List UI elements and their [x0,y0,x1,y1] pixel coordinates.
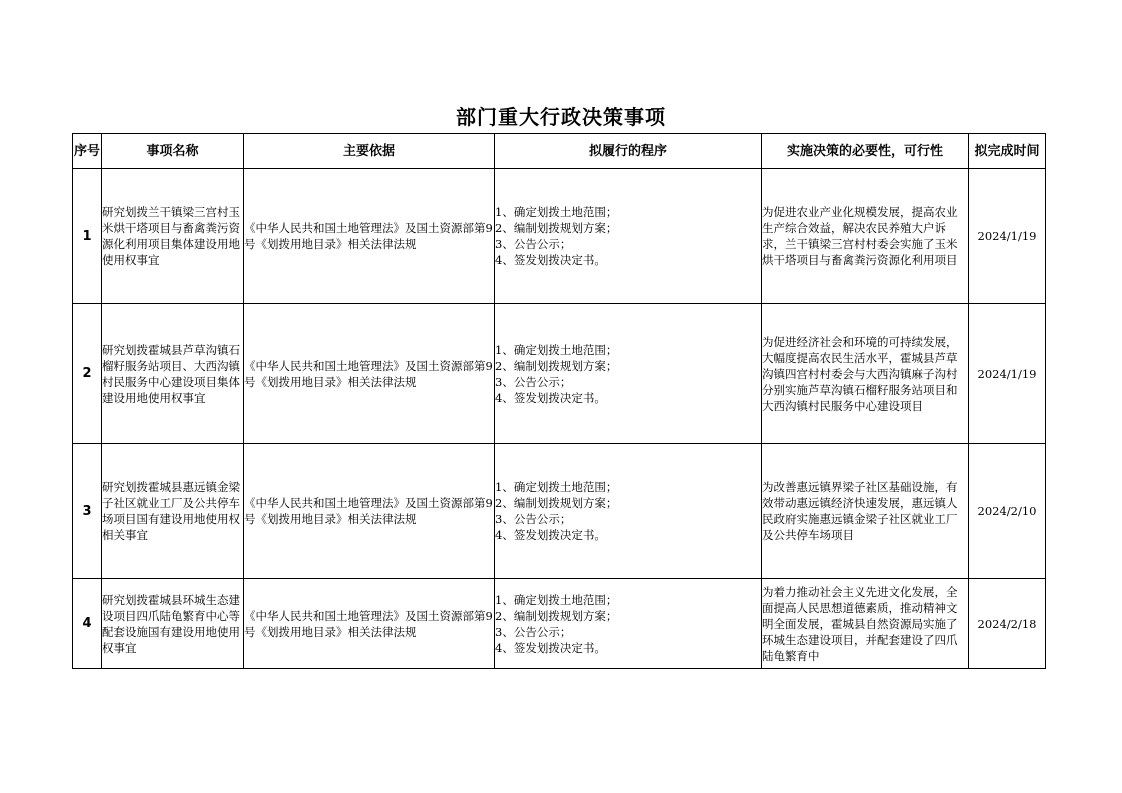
row-necessity-text: 为着力推动社会主义先进文化发展，全面提高人民思想道德素质，推动精神文明全面发展，霍城县自然资源局实施了环城生态建设项目，并配套建设了四爪陆龟繁育中 [762,584,958,663]
row-date: 2024/1/19 [969,169,1046,304]
procedure-step: 3、公告公示； [495,512,572,526]
row-necessity: 为促进农业产业化规模发展，提高农业生产综合效益，解决农民养殖大户诉求，兰干镇梁三宫村村委会实施了玉米烘干塔项目与畜禽粪污资源化利用项目 [762,169,969,304]
table-row [73,169,1046,304]
header-date: 拟完成时间 [969,134,1046,169]
row-name: 研究划拨霍城县芦草沟镇石榴籽服务站项目、大西沟镇村民服务中心建设项目集体建设用地使用权事宜 [102,304,244,444]
row-basis: 《中华人民共和国土地管理法》及国土资源部第9号《划拨用地目录》相关法律法规 [244,444,495,579]
row-necessity: 为促进经济社会和环境的可持续发展，大幅度提高农民生活水平，霍城县芦草沟镇四宫村村委会与大西沟镇麻子沟村分别实施芦草沟镇石榴籽服务站项目和大西沟镇村民服务中心建设项目 [762,304,969,444]
row-date: 2024/1/19 [969,304,1046,444]
header-necessity: 实施决策的必要性，可行性 [762,134,969,169]
table-row [73,579,1046,669]
procedure-step: 1、确定划拨土地范围； [495,205,618,219]
header-seq: 序号 [73,134,102,169]
row-name: 研究划拨霍城县环城生态建设项目四爪陆龟繁育中心等配套设施国有建设用地使用权事宜 [102,579,244,669]
row-date: 2024/2/10 [969,444,1046,579]
row-procedure [495,169,762,304]
page-title: 部门重大行政决策事项 [456,105,666,129]
row-basis: 《中华人民共和国土地管理法》及国土资源部第9号《划拨用地目录》相关法律法规 [244,304,495,444]
header-name: 事项名称 [102,134,244,169]
row-necessity [762,579,969,669]
row-procedure [495,304,762,444]
procedure-step: 2、编制划拨规划方案； [495,358,618,373]
procedure-step: 4、签发划拨决定书。 [495,253,606,267]
header-basis: 主要依据 [244,134,495,169]
table-row [73,444,1046,579]
procedure-step: 1、确定划拨土地范围； [495,480,618,494]
procedure-step: 3、公告公示； [495,374,572,389]
procedure-step: 3、公告公示； [495,624,572,639]
procedure-step: 2、编制划拨规划方案； [495,221,618,235]
row-name: 研究划拨霍城县惠远镇金梁子社区就业工厂及公共停车场项目国有建设用地使用权相关事宜 [102,444,244,579]
procedure-step: 2、编制划拨规划方案； [495,496,618,510]
table-header-row [73,134,1046,169]
row-necessity: 为改善惠远镇界梁子社区基础设施，有效带动惠远镇经济快速发展，惠远镇人民政府实施惠远镇金梁子社区就业工厂及公共停车场项目 [762,444,969,579]
decision-table [72,133,1046,669]
row-seq: 2 [73,304,102,444]
row-seq: 1 [73,169,102,304]
procedure-step: 1、确定划拨土地范围； [495,342,618,357]
row-seq: 3 [73,444,102,579]
table-row [73,304,1046,444]
procedure-step: 4、签发划拨决定书。 [495,528,606,542]
procedure-step: 1、确定划拨土地范围； [495,592,618,607]
procedure-step: 4、签发划拨决定书。 [495,640,606,655]
row-name: 研究划拨兰干镇梁三宫村玉米烘干塔项目与畜禽粪污资源化利用项目集体建设用地使用权事宜 [102,169,244,304]
row-basis: 《中华人民共和国土地管理法》及国土资源部第9号《划拨用地目录》相关法律法规 [244,579,495,669]
row-basis: 《中华人民共和国土地管理法》及国土资源部第9号《划拨用地目录》相关法律法规 [244,169,495,304]
header-procedure: 拟履行的程序 [495,134,762,169]
procedure-step: 4、签发划拨决定书。 [495,390,606,405]
row-date: 2024/2/18 [969,579,1046,669]
procedure-step: 2、编制划拨规划方案； [495,608,618,623]
row-seq: 4 [73,579,102,669]
row-procedure [495,579,762,669]
row-procedure [495,444,762,579]
procedure-step: 3、公告公示； [495,237,572,251]
